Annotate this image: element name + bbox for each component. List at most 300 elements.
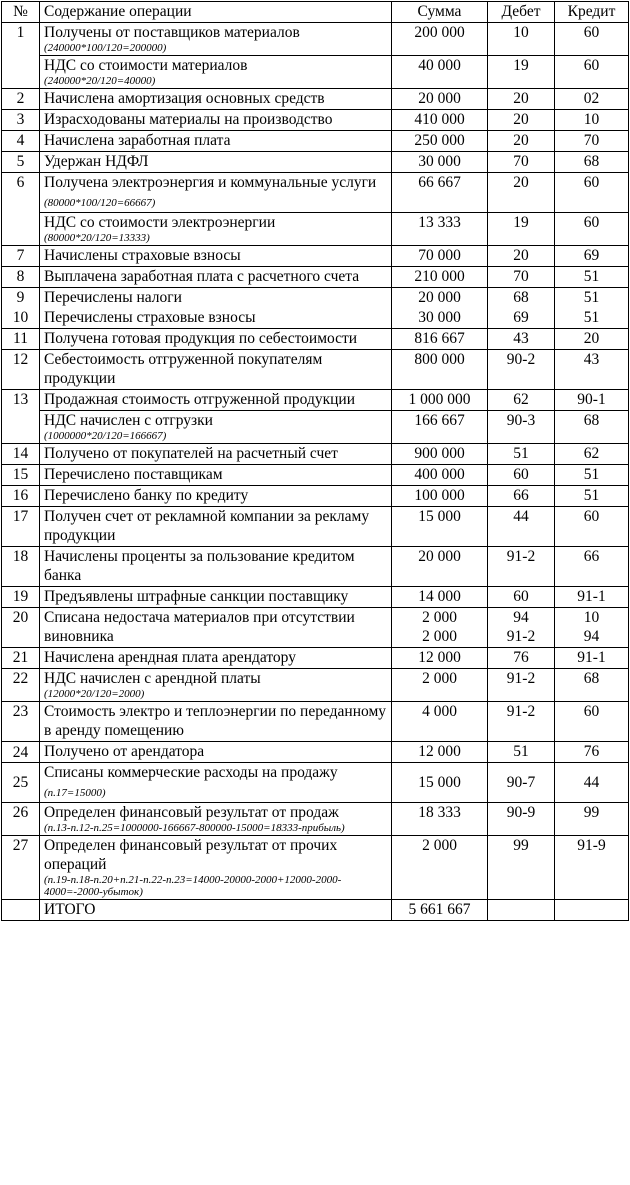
table-row [2, 587, 629, 608]
amount-cell [392, 444, 488, 465]
calculation-note: (240000*20/120=40000) [44, 75, 156, 87]
credit-account-value: 68 [583, 670, 600, 687]
debit-account-value: 10 [513, 24, 529, 41]
credit-account-value: 76 [583, 743, 600, 760]
amount-cell-value: 166 667 [414, 412, 465, 429]
row-number: 11 [2, 329, 40, 350]
debit-account-value-2: 91-2 [506, 628, 536, 645]
header-text: Содержание операции [40, 2, 392, 23]
row-number: 15 [2, 465, 40, 486]
table-row [2, 411, 629, 444]
operation-description [40, 587, 392, 608]
table-row [2, 900, 629, 921]
credit-account-value: 60 [583, 508, 600, 525]
header-sum: Сумма [392, 2, 488, 23]
debit-account [488, 507, 555, 547]
amount-cell [392, 669, 488, 702]
operation-description [40, 444, 392, 465]
amount-cell-value: 100 000 [414, 487, 465, 504]
operation-description [40, 900, 392, 921]
credit-account [555, 267, 629, 288]
debit-account-value: 19 [513, 214, 529, 231]
operation-text: Начислены страховые взносы [44, 247, 241, 264]
debit-account-value: 51 [513, 743, 529, 760]
table-row [2, 213, 629, 246]
amount-cell [392, 465, 488, 486]
credit-account [555, 742, 629, 763]
credit-account-value: 99 [583, 804, 600, 821]
amount-cell [392, 702, 488, 742]
credit-account-value: 69 [583, 247, 600, 264]
operation-text: Начислена амортизация основных средств [44, 90, 325, 107]
operation-description [40, 23, 392, 56]
debit-account-value: 51 [513, 445, 529, 462]
amount-cell-value: 800 000 [414, 351, 465, 368]
debit-account-value: 91-2 [506, 548, 536, 565]
amount-cell [392, 486, 488, 507]
credit-account [555, 89, 629, 110]
table-row [2, 56, 629, 89]
credit-account-value: 70 [583, 132, 600, 149]
operation-description [40, 152, 392, 173]
operation-text: Получен счет от рекламной компании за рекламу продукции [44, 508, 370, 544]
debit-account-value: 62 [513, 391, 529, 408]
credit-account [555, 803, 629, 836]
row-number: 20 [2, 608, 40, 648]
amount-cell-value: 250 000 [414, 132, 465, 149]
operation-text: НДС начислен с отгрузки [44, 412, 213, 429]
amount-cell-value: 5 661 667 [408, 901, 471, 918]
credit-account [555, 507, 629, 547]
debit-account-value: 20 [513, 174, 529, 191]
operation-text: Получена готовая продукция по себестоимости [44, 330, 358, 347]
table-row [2, 608, 629, 648]
debit-account-value: 44 [513, 508, 529, 525]
operation-description [40, 486, 392, 507]
debit-account [488, 152, 555, 173]
amount-cell [392, 350, 488, 390]
table-row [2, 308, 629, 329]
debit-account [488, 56, 555, 89]
row-number: 9 [2, 288, 40, 309]
amount-cell [392, 742, 488, 763]
table-row [2, 763, 629, 803]
operation-text: Начислены проценты за пользование кредитом банка [44, 548, 355, 584]
credit-account [555, 308, 629, 329]
operation-description [40, 173, 392, 213]
debit-account [488, 110, 555, 131]
credit-account-value: 51 [583, 466, 600, 483]
credit-account [555, 23, 629, 56]
debit-account-value: 20 [513, 247, 529, 264]
credit-account-value: 60 [583, 703, 600, 720]
credit-account [555, 110, 629, 131]
operation-text: ИТОГО [44, 901, 96, 918]
table-body [2, 23, 629, 921]
debit-account [488, 763, 555, 803]
row-number [2, 411, 40, 444]
row-number: 18 [2, 547, 40, 587]
debit-account-value: 60 [513, 588, 529, 605]
operation-text: НДС начислен с арендной платы [44, 670, 261, 687]
operation-description [40, 308, 392, 329]
credit-account-value: 91-1 [577, 588, 606, 605]
credit-account [555, 152, 629, 173]
amount-cell-value: 20 000 [418, 548, 461, 565]
table-row [2, 742, 629, 763]
credit-account [555, 246, 629, 267]
calculation-note: (80000*100/120=66667) [44, 197, 156, 209]
amount-cell-value: 70 000 [418, 247, 461, 264]
debit-account-value: 69 [513, 309, 529, 326]
row-number: 7 [2, 246, 40, 267]
credit-account [555, 648, 629, 669]
credit-account [555, 900, 629, 921]
operation-description [40, 803, 392, 836]
credit-account [555, 288, 629, 309]
credit-account [555, 390, 629, 411]
credit-account [555, 608, 629, 648]
amount-cell-value: 4 000 [422, 703, 457, 720]
credit-account [555, 173, 629, 213]
amount-cell [392, 329, 488, 350]
credit-account [555, 763, 629, 803]
amount-cell-value: 15 000 [418, 773, 461, 791]
amount-cell [392, 89, 488, 110]
credit-account [555, 702, 629, 742]
table-row [2, 23, 629, 56]
amount-cell [392, 390, 488, 411]
amount-cell-value: 2 000 [422, 670, 457, 687]
table-row [2, 173, 629, 213]
amount-cell [392, 23, 488, 56]
debit-account [488, 486, 555, 507]
operation-text: Перечислены налоги [44, 289, 182, 306]
row-number: 8 [2, 267, 40, 288]
credit-account-value: 51 [583, 289, 600, 306]
amount-cell-value: 13 333 [418, 214, 461, 231]
debit-account [488, 267, 555, 288]
credit-account-value: 60 [583, 214, 600, 231]
debit-account [488, 465, 555, 486]
operation-text: Получена электроэнергия и коммунальные услуги [44, 174, 377, 191]
row-number: 1 [2, 23, 40, 56]
operation-text: Выплачена заработная плата с расчетного счета [44, 268, 360, 285]
credit-account [555, 486, 629, 507]
debit-account [488, 329, 555, 350]
calculation-note: (п.19-п.18-п.20+п.21-п.22-п.23=14000-20000-2000+12000-2000-4000=-2000-убыток) [44, 874, 342, 898]
row-number: 3 [2, 110, 40, 131]
amount-cell [392, 152, 488, 173]
row-number: 23 [2, 702, 40, 742]
row-number: 21 [2, 648, 40, 669]
row-number: 24 [2, 742, 40, 763]
debit-account-value: 90-7 [506, 773, 536, 791]
amount-cell-value: 15 000 [418, 508, 461, 525]
amount-cell [392, 507, 488, 547]
amount-cell [392, 587, 488, 608]
debit-account [488, 350, 555, 390]
amount-cell-value: 66 667 [418, 174, 461, 191]
operations-table [1, 1, 629, 921]
debit-account-value: 91-2 [506, 670, 536, 687]
amount-cell-value-2: 2 000 [422, 628, 457, 645]
calculation-note: (240000*100/120=200000) [44, 42, 167, 54]
operation-text: Перечислено поставщикам [44, 466, 223, 483]
credit-account-value: 44 [583, 773, 600, 791]
debit-account [488, 131, 555, 152]
debit-account [488, 23, 555, 56]
operation-text: Получено от покупателей на расчетный счет [44, 445, 338, 462]
debit-account [488, 444, 555, 465]
debit-account [488, 308, 555, 329]
credit-account-value: 20 [583, 330, 600, 347]
amount-cell-value: 30 000 [418, 153, 461, 170]
credit-account [555, 547, 629, 587]
table-row [2, 350, 629, 390]
row-number [2, 900, 40, 921]
amount-cell [392, 110, 488, 131]
amount-cell [392, 56, 488, 89]
row-number [2, 56, 40, 89]
debit-account-value: 99 [513, 837, 529, 854]
operation-text: Перечислено банку по кредиту [44, 487, 249, 504]
amount-cell-value: 40 000 [418, 57, 461, 74]
operation-text: Получены от поставщиков материалов [44, 24, 300, 41]
operation-description [40, 702, 392, 742]
amount-cell-value: 1 000 000 [408, 391, 471, 408]
debit-account [488, 742, 555, 763]
amount-cell [392, 803, 488, 836]
row-number: 12 [2, 350, 40, 390]
row-number: 19 [2, 587, 40, 608]
amount-cell [392, 836, 488, 900]
amount-cell-value: 18 333 [418, 804, 461, 821]
operation-description [40, 465, 392, 486]
operation-description [40, 507, 392, 547]
credit-account [555, 350, 629, 390]
table-row [2, 648, 629, 669]
table-row [2, 390, 629, 411]
calculation-note: (80000*20/120=13333) [44, 232, 150, 244]
amount-cell-value: 210 000 [414, 268, 465, 285]
operation-description [40, 742, 392, 763]
calculation-note: (п.17=15000) [44, 787, 106, 799]
table-row [2, 486, 629, 507]
operation-text: Списаны коммерческие расходы на продажу [44, 764, 338, 781]
row-number: 17 [2, 507, 40, 547]
table-row [2, 110, 629, 131]
table-row [2, 669, 629, 702]
debit-account-value: 90-2 [506, 351, 536, 368]
credit-account [555, 836, 629, 900]
debit-account [488, 390, 555, 411]
operation-text: Продажная стоимость отгруженной продукции [44, 391, 355, 408]
row-number: 14 [2, 444, 40, 465]
debit-account [488, 246, 555, 267]
debit-account-value: 90-3 [506, 412, 536, 429]
amount-cell [392, 763, 488, 803]
amount-cell-value: 30 000 [418, 309, 461, 326]
amount-cell [392, 411, 488, 444]
amount-cell-value: 12 000 [418, 743, 461, 760]
operation-text: Израсходованы материалы на производство [44, 111, 333, 128]
debit-account [488, 608, 555, 648]
debit-account [488, 587, 555, 608]
credit-account [555, 131, 629, 152]
credit-account-value: 02 [583, 90, 600, 107]
amount-cell [392, 213, 488, 246]
amount-cell-value: 2 000 [422, 609, 457, 626]
credit-account [555, 411, 629, 444]
table-row [2, 547, 629, 587]
debit-account [488, 803, 555, 836]
operation-text: Перечислены страховые взносы [44, 309, 256, 326]
debit-account [488, 547, 555, 587]
credit-account [555, 587, 629, 608]
debit-account-value: 43 [513, 330, 529, 347]
debit-account [488, 288, 555, 309]
credit-account-value: 60 [583, 57, 600, 74]
operation-description [40, 213, 392, 246]
credit-account [555, 465, 629, 486]
calculation-note: (п.13-п.12-п.25=1000000-166667-800000-15000=18333-прибыль) [44, 822, 345, 834]
credit-account-value: 62 [583, 445, 600, 462]
credit-account-value: 68 [583, 153, 600, 170]
credit-account-value: 60 [583, 24, 600, 41]
credit-account-value: 66 [583, 548, 600, 565]
table-row [2, 131, 629, 152]
row-number: 4 [2, 131, 40, 152]
credit-account [555, 329, 629, 350]
debit-account [488, 89, 555, 110]
header-debit: Дебет [488, 2, 555, 23]
operation-description [40, 669, 392, 702]
operation-text: Определен финансовый результат от продаж [44, 804, 339, 821]
operation-description [40, 350, 392, 390]
amount-cell [392, 173, 488, 213]
header-row [2, 2, 629, 23]
amount-cell-value: 20 000 [418, 90, 461, 107]
table-row [2, 507, 629, 547]
debit-account-value: 20 [513, 132, 529, 149]
amount-cell-value: 200 000 [414, 24, 465, 41]
operation-text: НДС со стоимости материалов [44, 57, 248, 74]
amount-cell [392, 267, 488, 288]
table-row [2, 89, 629, 110]
operation-text: Себестоимость отгруженной покупателям продукции [44, 351, 323, 387]
header-num: № [2, 2, 40, 23]
table-row [2, 152, 629, 173]
debit-account-value: 20 [513, 111, 529, 128]
credit-account-value: 91-1 [577, 649, 606, 666]
debit-account [488, 900, 555, 921]
operation-description [40, 110, 392, 131]
debit-account-value: 66 [513, 487, 529, 504]
debit-account-value: 19 [513, 57, 529, 74]
amount-cell [392, 900, 488, 921]
operation-text: Начислена заработная плата [44, 132, 231, 149]
debit-account [488, 213, 555, 246]
credit-account-value: 51 [583, 487, 600, 504]
row-number: 26 [2, 803, 40, 836]
amount-cell-value: 400 000 [414, 466, 465, 483]
operation-description [40, 648, 392, 669]
table-row [2, 444, 629, 465]
credit-account [555, 669, 629, 702]
row-number: 16 [2, 486, 40, 507]
credit-account-value: 51 [583, 268, 600, 285]
amount-cell [392, 246, 488, 267]
amount-cell-value: 20 000 [418, 289, 461, 306]
row-number: 22 [2, 669, 40, 702]
credit-account-value: 91-9 [577, 837, 606, 854]
amount-cell-value: 816 667 [414, 330, 465, 347]
debit-account-value: 91-2 [506, 703, 536, 720]
row-number: 13 [2, 390, 40, 411]
credit-account-value: 43 [583, 351, 600, 368]
operation-text: Стоимость электро и теплоэнергии по переданному в аренду помещению [44, 703, 387, 739]
operation-description [40, 288, 392, 309]
operation-text: Удержан НДФЛ [44, 153, 149, 170]
debit-account [488, 648, 555, 669]
debit-account-value: 76 [513, 649, 529, 666]
row-number [2, 213, 40, 246]
debit-account-value: 70 [513, 153, 529, 170]
operation-description [40, 329, 392, 350]
operation-description [40, 131, 392, 152]
row-number: 5 [2, 152, 40, 173]
credit-account-value: 10 [583, 609, 600, 626]
operation-description [40, 411, 392, 444]
operation-text: Предъявлены штрафные санкции поставщику [44, 588, 349, 605]
amount-cell-value: 12 000 [418, 649, 461, 666]
debit-account-value: 94 [513, 609, 529, 626]
table-row [2, 702, 629, 742]
credit-account-value: 51 [583, 309, 600, 326]
debit-account [488, 669, 555, 702]
header-credit: Кредит [555, 2, 629, 23]
amount-cell [392, 288, 488, 309]
debit-account-value: 20 [513, 90, 529, 107]
debit-account [488, 702, 555, 742]
table-row [2, 836, 629, 900]
operation-description [40, 547, 392, 587]
amount-cell-value: 900 000 [414, 445, 465, 462]
table-row [2, 267, 629, 288]
operation-description [40, 836, 392, 900]
operation-text: Получено от арендатора [44, 743, 205, 760]
credit-account [555, 56, 629, 89]
credit-account-value-2: 94 [583, 628, 600, 645]
amount-cell [392, 308, 488, 329]
debit-account [488, 411, 555, 444]
amount-cell-value: 2 000 [422, 837, 457, 854]
operation-description [40, 56, 392, 89]
calculation-note: (12000*20/120=2000) [44, 688, 145, 700]
table-row [2, 465, 629, 486]
credit-account-value: 90-1 [577, 391, 606, 408]
credit-account [555, 213, 629, 246]
amount-cell [392, 608, 488, 648]
operation-description [40, 608, 392, 648]
operation-text: НДС со стоимости электроэнергии [44, 214, 276, 231]
row-number: 25 [2, 763, 40, 803]
debit-account [488, 173, 555, 213]
debit-account [488, 836, 555, 900]
calculation-note: (1000000*20/120=166667) [44, 430, 167, 442]
operation-description [40, 763, 392, 803]
